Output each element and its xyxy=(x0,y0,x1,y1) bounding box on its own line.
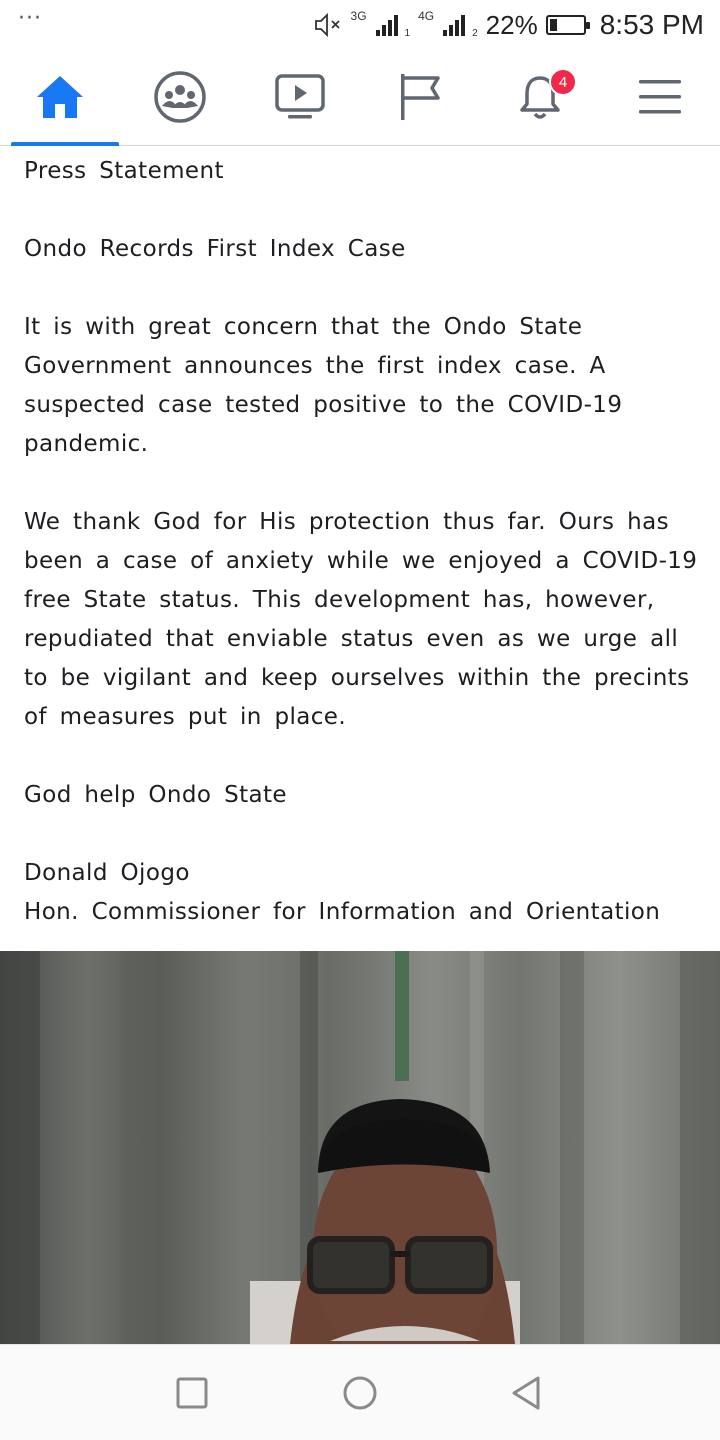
signature-title: Hon. Commissioner for Information and Orientation xyxy=(24,899,661,925)
notification-count-badge: 4 xyxy=(549,68,577,96)
status-icons xyxy=(313,8,704,42)
recents-icon xyxy=(172,1398,212,1417)
post-body xyxy=(24,152,704,932)
nav-tab-menu[interactable] xyxy=(605,48,715,146)
sim-slot-1: 1 xyxy=(404,27,411,39)
home-icon xyxy=(35,74,85,120)
battery-percent: 22% xyxy=(485,9,538,40)
status-bar xyxy=(0,0,720,48)
muted-speaker-icon xyxy=(313,12,343,38)
signature-name: Donald Ojogo xyxy=(24,860,190,886)
pages-flag-icon xyxy=(398,72,442,122)
battery-icon xyxy=(546,15,586,35)
network-type-2: 4G xyxy=(418,9,435,23)
nav-tab-home[interactable] xyxy=(5,48,115,146)
back-triangle-icon xyxy=(506,1398,546,1417)
signal-strength-2-icon xyxy=(442,13,468,37)
nav-tab-groups[interactable] xyxy=(125,48,235,146)
more-notifications-indicator: ··· xyxy=(18,6,42,31)
battery-fill xyxy=(550,19,557,31)
clock: 8:53 PM xyxy=(599,9,704,40)
network-type-1: 3G xyxy=(350,9,367,23)
top-navigation xyxy=(0,48,720,146)
nav-tab-notifications[interactable] xyxy=(485,48,595,146)
android-navigation-bar xyxy=(0,1344,720,1440)
man-with-cap-and-glasses-photo xyxy=(0,951,720,1344)
post-title: Ondo Records First Index Case xyxy=(24,236,406,262)
post-photo[interactable] xyxy=(0,951,720,1344)
watch-icon xyxy=(274,73,326,121)
signal-strength-1-icon xyxy=(375,13,401,37)
post-heading: Press Statement xyxy=(24,158,224,184)
post-closing: God help Ondo State xyxy=(24,782,287,808)
nav-tab-pages[interactable] xyxy=(365,48,475,146)
post-paragraph-1: It is with great concern that the Ondo State Government announces the first index case. A suspected case tested positive to the COVID-19 pandemic. xyxy=(24,314,623,457)
home-button[interactable] xyxy=(340,1373,380,1413)
nav-tab-watch[interactable] xyxy=(245,48,355,146)
recents-button[interactable] xyxy=(172,1373,212,1413)
sim-slot-2: 2 xyxy=(472,27,478,39)
active-tab-indicator xyxy=(11,142,119,146)
groups-icon xyxy=(153,70,207,124)
home-circle-icon xyxy=(340,1398,380,1417)
post-paragraph-2: We thank God for His protection thus far. Ours has been a case of anxiety while we enjoyed a COVID-19 free State status. This development has, however, repudiated that enviable status even as we urge all to be vigilant and keep ourselves within the precints of measures put in place. xyxy=(24,509,698,730)
menu-icon xyxy=(637,77,683,117)
back-button[interactable] xyxy=(506,1373,546,1413)
